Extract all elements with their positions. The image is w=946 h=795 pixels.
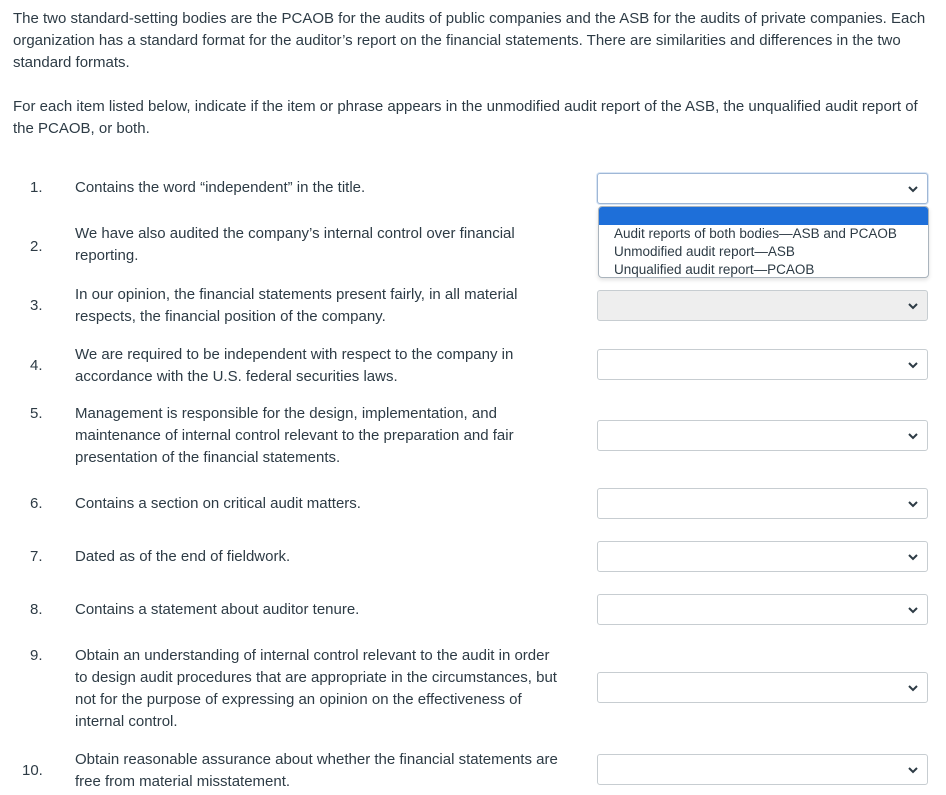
item-text: Contains the word “independent” in the title. bbox=[75, 179, 366, 196]
dropdown-option-pcaob[interactable]: Unqualified audit report—PCAOB bbox=[614, 262, 815, 277]
chevron-down-icon bbox=[907, 551, 919, 563]
item-number: 4. bbox=[30, 357, 43, 374]
answer-select-1[interactable] bbox=[597, 173, 928, 204]
answer-select-5[interactable] bbox=[597, 420, 928, 451]
chevron-down-icon bbox=[907, 682, 919, 694]
chevron-down-icon bbox=[907, 764, 919, 776]
answer-select-9[interactable] bbox=[597, 672, 928, 703]
item-number: 3. bbox=[30, 297, 43, 314]
item-text: Management is responsible for the design, implementation, and maintenance of internal control relevant to the preparation and fair presentation of the financial statements. bbox=[75, 405, 514, 466]
item-number: 1. bbox=[30, 179, 43, 196]
answer-select-6[interactable] bbox=[597, 488, 928, 519]
item-number: 8. bbox=[30, 601, 43, 618]
item-text: We are required to be independent with respect to the company in accordance with the U.S. federal securities laws. bbox=[75, 346, 514, 385]
item-number: 6. bbox=[30, 495, 43, 512]
answer-select-7[interactable] bbox=[597, 541, 928, 572]
item-number: 5. bbox=[30, 405, 43, 422]
chevron-down-icon bbox=[907, 430, 919, 442]
item-number: 7. bbox=[30, 548, 43, 565]
chevron-down-icon bbox=[907, 183, 919, 195]
item-text: Contains a statement about auditor tenure. bbox=[75, 601, 360, 618]
chevron-down-icon bbox=[907, 300, 919, 312]
chevron-down-icon bbox=[907, 359, 919, 371]
item-text: Obtain an understanding of internal control relevant to the audit in order to design audit procedures that are appropriate in the circumstances, but not for the purpose of expressing an opinion on the effectiveness of internal control. bbox=[75, 647, 557, 730]
dropdown-option-asb[interactable]: Unmodified audit report—ASB bbox=[614, 244, 795, 259]
answer-select-3[interactable] bbox=[597, 290, 928, 321]
intro-paragraph-1: The two standard-setting bodies are the PCAOB for the audits of public companies and the ASB for the audits of private companies. Each organization has a standard format for the auditor’s report on the financial statements. There are similarities and differences in the two standard formats. bbox=[13, 10, 926, 71]
item-number: 10. bbox=[22, 762, 43, 779]
item-text: In our opinion, the financial statements present fairly, in all material respects, the financial position of the company. bbox=[75, 286, 518, 325]
item-text: Obtain reasonable assurance about whether the financial statements are free from material misstatement. bbox=[75, 751, 558, 790]
dropdown-highlight-option[interactable] bbox=[599, 207, 928, 225]
intro-paragraph-2: For each item listed below, indicate if the item or phrase appears in the unmodified audit report of the ASB, the unqualified audit report of the PCAOB, or both. bbox=[13, 98, 918, 137]
answer-select-4[interactable] bbox=[597, 349, 928, 380]
item-text: We have also audited the company’s internal control over financial reporting. bbox=[75, 225, 515, 264]
answer-select-8[interactable] bbox=[597, 594, 928, 625]
item-number: 2. bbox=[30, 238, 43, 255]
chevron-down-icon bbox=[907, 498, 919, 510]
chevron-down-icon bbox=[907, 604, 919, 616]
item-text: Contains a section on critical audit matters. bbox=[75, 495, 361, 512]
answer-select-2-dropdown[interactable] bbox=[598, 206, 929, 278]
dropdown-option-both[interactable]: Audit reports of both bodies—ASB and PCAOB bbox=[614, 226, 897, 241]
item-text: Dated as of the end of fieldwork. bbox=[75, 548, 291, 565]
item-number: 9. bbox=[30, 647, 43, 664]
answer-select-10[interactable] bbox=[597, 754, 928, 785]
